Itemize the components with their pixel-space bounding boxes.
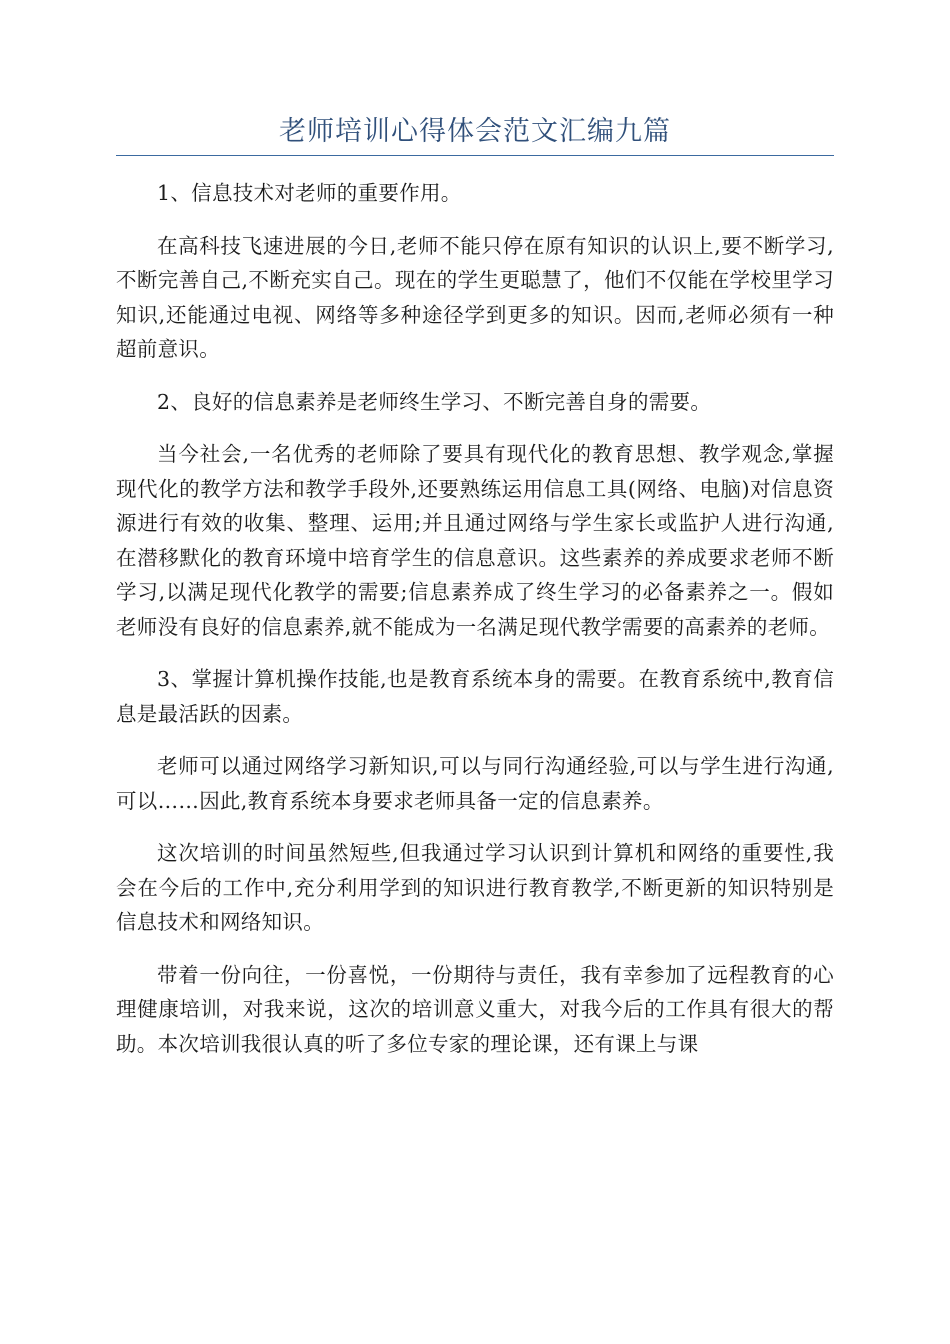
document-body — [116, 176, 834, 1079]
paragraph-8: 带着一份向往，一份喜悦，一份期待与责任，我有幸参加了远程教育的心理健康培训，对我来说，这次的培训意义重大，对我今后的工作具有很大的帮助。本次培训我很认真的听了多位专家的理论课，还有课上与课 — [116, 962, 834, 1056]
paragraph-1: 1、信息技术对老师的重要作用。 — [157, 181, 462, 205]
paragraph-4: 当今社会,一名优秀的老师除了要具有现代化的教育思想、教学观念,掌握现代化的教学方法和教学手段外,还要熟练运用信息工具(网络、电脑)对信息资源进行有效的收集、整理、运用;并且通过网络与学生家长或监护人进行沟通,在潜移默化的教育环境中培育学生的信息意识。这些素养的养成要求老师不断学习,以满足现代化教学的需要;信息素养成了终生学习的必备素养之一。假如老师没有良好的信息素养,就不能成为一名满足现代教学需要的高素养的老师。 — [116, 442, 834, 639]
title-underline — [116, 155, 834, 156]
paragraph-7: 这次培训的时间虽然短些,但我通过学习认识到计算机和网络的重要性,我会在今后的工作中,充分利用学到的知识进行教育教学,不断更新的知识特别是信息技术和网络知识。 — [116, 841, 834, 934]
paragraph-5: 3、掌握计算机操作技能,也是教育系统本身的需要。在教育系统中,教育信息是最活跃的因素。 — [116, 667, 834, 726]
paragraph-2: 在高科技飞速进展的今日,老师不能只停在原有知识的认识上,要不断学习,不断完善自己,不断充实自己。现在的学生更聪慧了，他们不仅能在学校里学习知识,还能通过电视、网络等多种途径学到更多的知识。因而,老师必须有一种超前意识。 — [116, 233, 834, 361]
paragraph-3: 2、良好的信息素养是老师终生学习、不断完善自身的需要。 — [157, 389, 712, 414]
paragraph-6: 老师可以通过网络学习新知识,可以与同行沟通经验,可以与学生进行沟通,可以……因此,教育系统本身要求老师具备一定的信息素养。 — [116, 754, 834, 813]
document-title: 老师培训心得体会范文汇编九篇 — [279, 116, 671, 147]
